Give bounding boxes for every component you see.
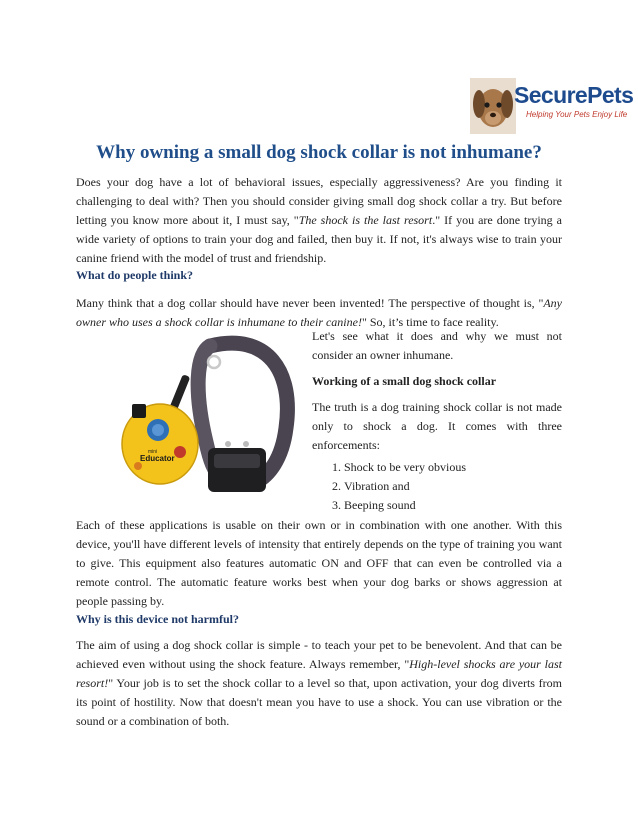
enforcements-list [312,458,466,515]
intro-quote: The shock is the last resort [298,213,433,227]
remote-label-educator: Educator [140,454,175,463]
section3-text: The aim of using a dog shock collar is simple - to teach your pet to be benevolent. And that can be achieved even without using the shock feature. Always remember, " [76,638,562,671]
page-title: Why owning a small dog shock collar is not inhumane? [96,142,542,163]
section2-followup-paragraph: Each of these applications is usable on their own or in combination with one another. With this device, you'll have different levels of intensity that entirely depends on the type of training you want to give. This equipment also features automatic ON and OFF that can even be controlled via a remote control. The automatic feature works best when your dog barks or shows aggression at people passing by. [76,518,562,608]
section1-text: Many think that a dog collar should have never been invented! The perspective of thought is, " [76,296,544,310]
logo-tagline: Helping Your Pets Enjoy Life [526,110,628,119]
dog-logo-icon [470,78,516,134]
section1-text-end: " So, it’s time to face reality. [361,315,499,329]
list-item: 3. Beeping sound [344,496,466,515]
section-heading-working: Working of a small dog shock collar [312,374,497,388]
section3-quote: High-level shocks are your last resort! [76,657,562,690]
section2-paragraph: The truth is a dog training shock collar is not made only to shock a dog. It comes with three enforcements: [312,400,562,452]
logo-name: SecurePets [514,82,634,108]
intro-text: Does your dog have a lot of behavioral issues, especially aggressiveness? Are you finding it challenging to deal with? Then you should consider giving small dog shock collar a try. But before letting you know more about it, I must say, " [76,175,562,227]
shock-collar-product-image [118,332,298,502]
section1-quote: Any owner who uses a shock collar is inhumane to their canine! [76,296,562,329]
intro-paragraph [76,173,562,268]
section-heading-not-harmful: Why is this device not harmful? [76,612,240,626]
remote-label-mini: mini [148,449,158,455]
section3-paragraph [76,636,562,731]
securepets-logo [470,78,634,134]
section3-text-end: " Your job is to set the shock collar to a level so that, upon activation, your dog diverts from its point of hostility. Now that doesn't mean you have to use a shock. You can use vibration or the sound or a combination of both. [76,676,562,728]
list-item: 1. Shock to be very obvious [344,458,466,477]
section1-side-text: Let's see what it does and why we must not consider an owner inhumane. [312,329,562,362]
list-item: 2. Vibration and [344,477,466,496]
intro-text-end: ." If you are done trying a wide variety of options to train your dog and failed, then buy it. If not, it's always wise to train your canine friend with the model of trust and friendship. [76,213,563,265]
section-heading-what-people-think: What do people think? [76,268,194,282]
